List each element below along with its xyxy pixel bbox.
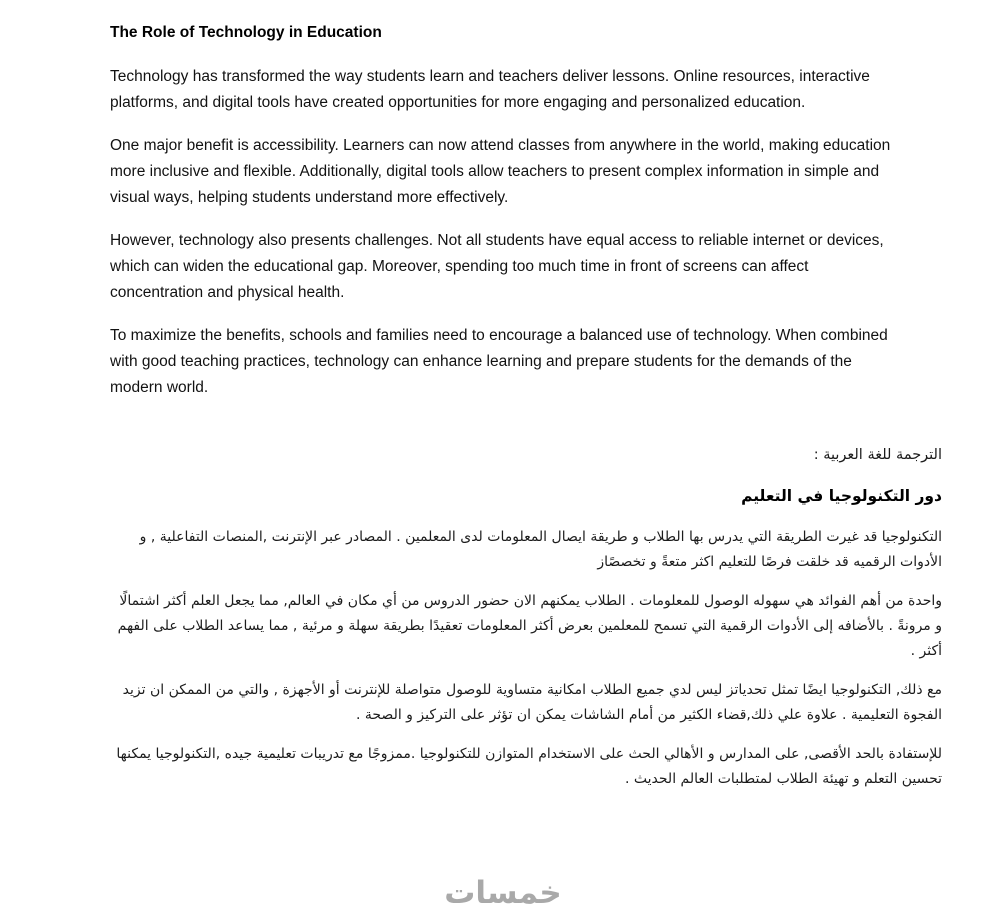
english-section [110, 24, 942, 401]
english-paragraph-3: However, technology also presents challenges. Not all students have equal access to reliable internet or devices, which can widen the educational gap. Moreover, spending too much time in front of screens can affect concentration and physical health. [110, 232, 884, 301]
english-paragraph-4: To maximize the benefits, schools and families need to encourage a balanced use of technology. When combined with good teaching practices, technology can enhance learning and prepare students for the demands of the modern world. [110, 327, 888, 396]
arabic-translation-label: الترجمة للغة العربية : [813, 447, 942, 463]
english-paragraph-1: Technology has transformed the way students learn and teachers deliver lessons. Online resources, interactive platforms, and digital tools have created opportunities for more engaging and personalized education. [110, 68, 870, 111]
arabic-paragraph-3: مع ذلك, التكنولوجيا ايضًا تمثل تحدياتز ليس لدي جميع الطلاب امكانية متساوية للوصول متواصلة للإنترنت أو الأجهزة , والتي من الممكن ان تزيد الفجوة التعليمية . علاوة علي ذلك,قضاء الكثير من أمام الشاشات يمكن ان تؤثر على التركيز و الصحة . [122, 682, 942, 723]
arabic-section [110, 447, 942, 792]
arabic-paragraph-2: واحدة من أهم الفوائد هي سهوله الوصول للمعلومات . الطلاب يمكنهم الان حضور الدروس من أي مكان في العالم, مما يجعل العلم أكثر اشتمالًا و مرونةً . بالأضافه إلى الأدوات الرقمية التي تسمح للمعلمين بعرض أكثر المعلومات تعقيدًا بطريقة سهلة و مرئية , مما يساعد الطلاب على الفهم أكثر . [117, 593, 942, 659]
arabic-paragraph-1: التكنولوجيا قد غيرت الطريقة التي يدرس بها الطلاب و طريقة ايصال المعلومات لدى المعلمين . المصادر عبر الإنترنت ,المنصات التفاعلية , و الأدوات الرقميه قد خلقت فرصًا للتعليم اكثر متعةً و تخصصًاز [139, 529, 942, 570]
english-title: The Role of Technology in Education [110, 24, 382, 41]
english-paragraph-2: One major benefit is accessibility. Learners can now attend classes from anywhere in the world, making education more inclusive and flexible. Additionally, digital tools allow teachers to present complex information in simple and visual ways, helping students understand more effectively. [110, 137, 891, 206]
khamsat-logo: خمسات [444, 875, 562, 911]
khamsat-watermark [0, 875, 1006, 911]
arabic-title: دور التكنولوجيا في التعليم [741, 487, 942, 505]
arabic-paragraph-4: للإستفادة بالحد الأقصى, على المدارس و الأهالي الحث على الاستخدام المتوازن للتكنولوجيا .ممزوجًا مع تدريبات تعليمية جيده ,التكنولوجيا يمكنها تحسين التعلم و تهيئة الطلاب لمتطلبات العالم الحديث . [116, 746, 942, 787]
